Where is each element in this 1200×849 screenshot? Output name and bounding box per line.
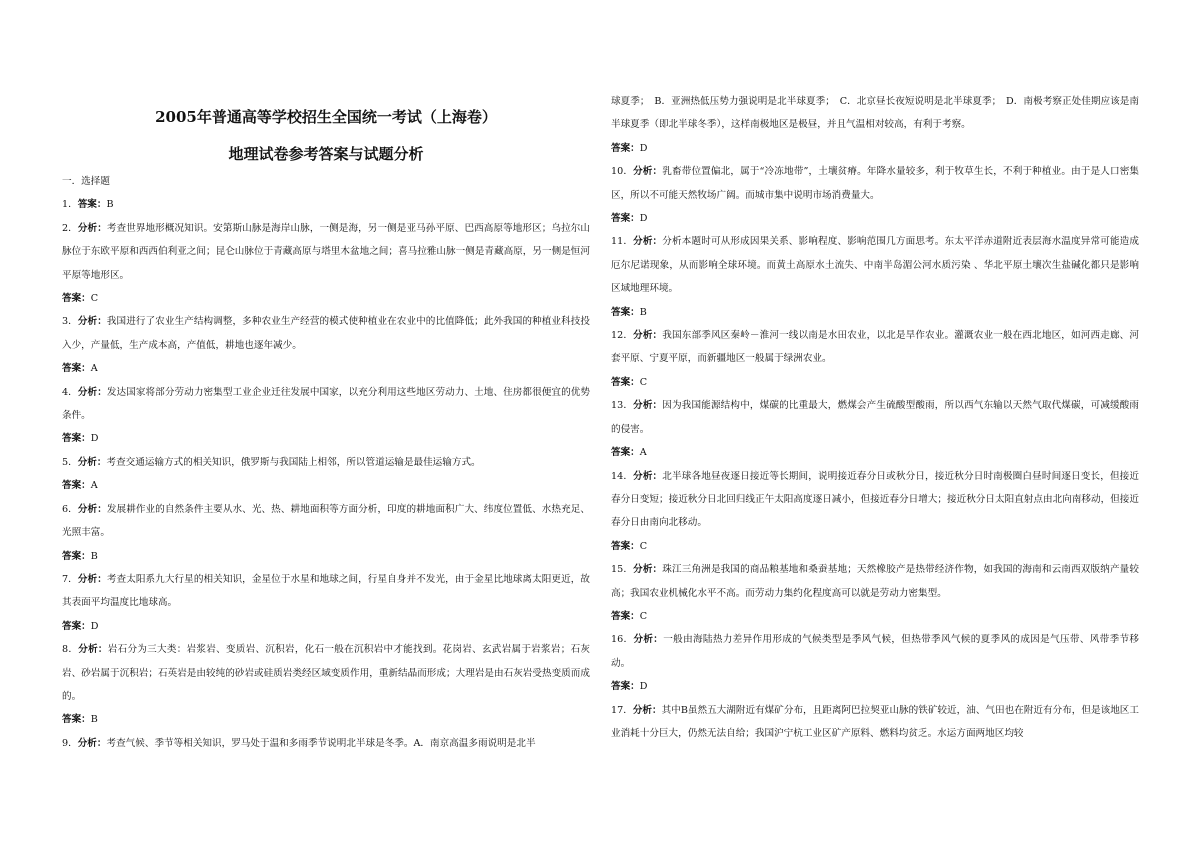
paragraph-text: 分析本题时可从形成因果关系、影响程度、影响范围几方面思考。东太平洋赤道附近表层海水温度异常可能造成厄尔尼诺现象，从而影响全球环境。而黄土高原水土流失、中南半岛湄公河水质污染 、华北平原土壤次生盐碱化都只是影响区域地理环境。 — [611, 236, 1140, 295]
number-separator: ． — [68, 644, 79, 656]
left-column — [62, 0, 590, 755]
analysis-paragraph — [62, 638, 590, 708]
question-number: 13 — [611, 400, 624, 412]
answer-line — [611, 535, 1139, 558]
question-number: 7 — [62, 573, 69, 585]
paragraph-text: C — [90, 293, 99, 305]
analysis-paragraph — [62, 568, 590, 615]
paragraph-text: 因为我国能源结构中，煤碳的比重最大，燃煤会产生硫酸型酸雨，所以西气东输以天然气取代煤碳，可减缓酸雨的侵害。 — [611, 400, 1140, 435]
paragraph-text: 其中B虽然五大湖附近有煤矿分布，且距离阿巴拉契亚山脉的铁矿较近，油、气田也在附近有分布，但是该地区工业消耗十分巨大，仍然无法自给；我国沪宁杭工业区矿产原料、燃料均贫乏。水运方面两地区均较 — [611, 704, 1139, 739]
document-subtitle: 地理试卷参考答案与试题分析 — [228, 145, 424, 163]
answer-label: 答案： — [62, 480, 91, 492]
paragraph-text: C — [639, 376, 648, 388]
answer-line — [611, 207, 1139, 230]
answer-line — [62, 357, 590, 380]
question-number: 10 — [611, 166, 624, 178]
number-separator: ． — [68, 386, 78, 398]
question-number: 3 — [62, 316, 69, 328]
answer-line — [62, 474, 590, 497]
paragraph-text: 考查世界地形概况知识。安第斯山脉是海岸山脉，一侧是海，另一侧是亚马孙平原、巴西高原等地形区；乌拉尔山脉位于东欧平原和西西伯利亚之间；昆仑山脉位于青藏高原与塔里木盆地之间；喜马拉雅山脉一侧是青藏高原，另一侧是恒河平原等地形区。 — [62, 222, 591, 281]
answer-label: 答案： — [62, 433, 91, 445]
answer-label: 答案： — [611, 610, 640, 622]
question-number: 16 — [611, 634, 624, 646]
answer-label: 答案： — [611, 681, 640, 693]
answer-label: 答案： — [62, 714, 91, 726]
number-separator: ． — [623, 704, 633, 716]
paragraph-text: 考查太阳系九大行星的相关知识，金星位于水星和地球之间，行星自身并不发光，由于金星比地球离太阳更近，故其表面平均温度比地球高。 — [62, 573, 591, 609]
answer-label: 答案： — [77, 199, 107, 211]
analysis-label: 分析： — [633, 166, 663, 178]
paragraph-text: C — [639, 540, 648, 552]
analysis-paragraph — [62, 381, 590, 428]
paragraph-text: D — [639, 213, 648, 225]
analysis-label: 分析： — [77, 222, 107, 234]
question-number: 2 — [62, 222, 69, 234]
question-number: 1 — [62, 199, 69, 211]
answer-line — [62, 615, 590, 638]
analysis-label: 分析： — [77, 456, 107, 468]
analysis-label: 分析： — [632, 704, 662, 716]
analysis-label: 分析： — [633, 330, 663, 342]
answer-line — [62, 287, 590, 310]
answer-line — [62, 193, 590, 216]
question-number: 9 — [62, 737, 69, 749]
answer-label: 答案： — [62, 293, 91, 305]
paragraph-text: 岩石分为三大类：岩浆岩、变质岩、沉积岩，化石一般在沉积岩中才能找到。花岗岩、玄武岩属于岩浆岩；石灰岩、砂岩属于沉积岩；石英岩是由较纯的砂岩或硅质岩类经区域变质作用，重新结晶而形成；大理岩是由石灰岩受热变质而成的。 — [62, 644, 591, 702]
section-heading: 一．选择题 — [62, 176, 110, 187]
analysis-paragraph — [62, 310, 590, 357]
answer-line — [611, 301, 1139, 324]
answer-label: 答案： — [611, 447, 640, 459]
analysis-label: 分析： — [78, 644, 108, 656]
number-separator: ． — [68, 573, 78, 585]
number-separator: ． — [623, 330, 634, 342]
analysis-paragraph — [611, 324, 1139, 371]
paragraph-text: B — [90, 714, 98, 726]
number-separator: ． — [623, 470, 634, 482]
question-number: 14 — [611, 470, 624, 482]
number-separator: ． — [68, 503, 78, 515]
number-separator: ． — [68, 737, 78, 749]
question-number: 11 — [611, 236, 624, 248]
analysis-paragraph — [62, 217, 590, 287]
answer-label: 答案： — [611, 540, 640, 552]
analysis-paragraph — [62, 732, 590, 755]
analysis-paragraph — [611, 628, 1139, 675]
paragraph-text: B — [90, 550, 98, 562]
analysis-paragraph — [611, 394, 1139, 441]
paragraph-text: 珠江三角洲是我国的商品粮基地和桑蚕基地；天然橡胶产是热带经济作物，如我国的海南和云南西双版纳产量较高；我国农业机械化水平不高。而劳动力集约化程度高可以就是劳动力密集型。 — [611, 564, 1140, 599]
paragraph-text: 北半球各地昼夜逐日接近等长期间，说明接近春分日或秋分日，接近秋分日时南极圈白昼时间逐日变长，但接近春分日变短；接近秋分日北回归线正午太阳高度逐日减小，但接近春分日增大；接近秋分日太阳直射点由北向南移动，但接近春分日由南向北移动。 — [611, 470, 1140, 529]
question-number: 4 — [62, 386, 69, 398]
paragraph-text: B — [106, 199, 114, 211]
number-separator: ． — [623, 564, 634, 576]
answer-label: 答案： — [62, 363, 91, 375]
answer-label: 答案： — [611, 142, 640, 154]
number-separator: ． — [623, 634, 634, 646]
analysis-label: 分析： — [77, 316, 107, 328]
paragraph-text: A — [639, 447, 647, 459]
paragraph-text: B — [639, 306, 647, 318]
analysis-paragraph — [611, 699, 1139, 746]
answer-label: 答案： — [611, 213, 640, 225]
analysis-paragraph — [611, 160, 1139, 207]
analysis-label: 分析： — [633, 400, 663, 412]
number-separator: ． — [68, 316, 78, 328]
analysis-paragraph — [611, 558, 1139, 605]
paragraph-text: D — [639, 681, 648, 693]
paragraph-text: 我国东部季风区秦岭－淮河一线以南是水田农业，以北是旱作农业。灌溉农业一般在西北地区，如河西走廊、河套平原、宁夏平原，而新疆地区一般属于绿洲农业。 — [611, 330, 1140, 365]
continued-paragraph — [611, 90, 1139, 137]
paragraph-text: 乳畜带位置偏北，属于“冷冻地带”，土壤贫瘠。年降水量较多，利于牧草生长，不利于种植业。由于是人口密集区，所以不可能天然牧场广阔。而城市集中说明市场消费量大。 — [611, 166, 1140, 201]
analysis-label: 分析： — [77, 503, 107, 515]
question-number: 5 — [62, 456, 69, 468]
number-separator: ． — [68, 199, 78, 211]
analysis-paragraph — [62, 498, 590, 545]
number-separator: ． — [623, 236, 634, 248]
analysis-label: 分析： — [77, 737, 107, 749]
answer-line — [611, 371, 1139, 394]
paragraph-text: D — [639, 142, 648, 154]
analysis-label: 分析： — [77, 386, 107, 398]
analysis-paragraph — [611, 230, 1139, 300]
paragraph-text: 考查交通运输方式的相关知识，俄罗斯与我国陆上相邻，所以管道运输是最佳运输方式。 — [106, 456, 481, 468]
paragraph-text: A — [90, 480, 98, 492]
paragraph-text: 发达国家将部分劳动力密集型工业企业迁往发展中国家，以充分利用这些地区劳动力、土地、住房都很便宜的优势条件。 — [62, 386, 591, 422]
paragraph-text: 我国进行了农业生产结构调整，多种农业生产经营的模式使种植业在农业中的比值降低；此外我国的种植业科技投入少，产量低，生产成本高，产值低，耕地也逐年减少。 — [62, 316, 591, 351]
analysis-label: 分析： — [633, 236, 663, 248]
paragraph-text: D — [90, 620, 99, 632]
question-number: 15 — [611, 564, 624, 576]
question-number: 8 — [62, 644, 69, 656]
paragraph-text: 一般由海陆热力差异作用形成的气候类型是季风气候，但热带季风气候的夏季风的成因是气压带、风带季节移动。 — [611, 634, 1140, 669]
answer-label: 答案： — [611, 376, 640, 388]
number-separator: ． — [68, 222, 78, 234]
paragraph-text: D — [90, 433, 99, 445]
right-column — [611, 0, 1139, 745]
paragraph-text: 球夏季； B．亚洲热低压势力强说明是北半球夏季； C．北京昼长夜短说明是北半球夏季； D．南极考察正处佳期应该是南半球夏季（即北半球冬季），这样南极地区是极昼，并且气温相对较高，有利于考察。 — [611, 96, 1139, 131]
analysis-paragraph — [62, 451, 590, 474]
answer-label: 答案： — [611, 306, 640, 318]
number-separator: ． — [623, 166, 634, 178]
number-separator: ． — [68, 456, 78, 468]
answer-line — [62, 708, 590, 731]
analysis-label: 分析： — [633, 634, 664, 646]
paragraph-text: A — [90, 363, 98, 375]
answer-line — [611, 605, 1139, 628]
analysis-paragraph — [611, 465, 1139, 535]
analysis-label: 分析： — [633, 564, 663, 576]
answer-line — [62, 427, 590, 450]
answer-line — [611, 441, 1139, 464]
analysis-label: 分析： — [633, 470, 663, 482]
answer-line — [611, 675, 1139, 698]
answer-label: 答案： — [62, 620, 91, 632]
answer-label: 答案： — [62, 550, 91, 562]
question-number: 12 — [611, 330, 624, 342]
question-number: 6 — [62, 503, 69, 515]
question-number: 17 — [611, 704, 624, 716]
analysis-label: 分析： — [77, 573, 107, 585]
answer-line — [62, 545, 590, 568]
document-title: 2005年普通高等学校招生全国统一考试（上海卷） — [155, 108, 497, 126]
answer-line — [611, 137, 1139, 160]
paragraph-text: 考查气候、季节等相关知识，罗马处于温和多雨季节说明北半球是冬季。A．南京高温多雨说明是北半 — [106, 737, 536, 749]
paragraph-text: 发展耕作业的自然条件主要从水、光、热、耕地面积等方面分析，印度的耕地面积广大、纬度位置低、水热充足、光照丰富。 — [62, 503, 591, 539]
paragraph-text: C — [639, 610, 648, 622]
number-separator: ． — [623, 400, 634, 412]
